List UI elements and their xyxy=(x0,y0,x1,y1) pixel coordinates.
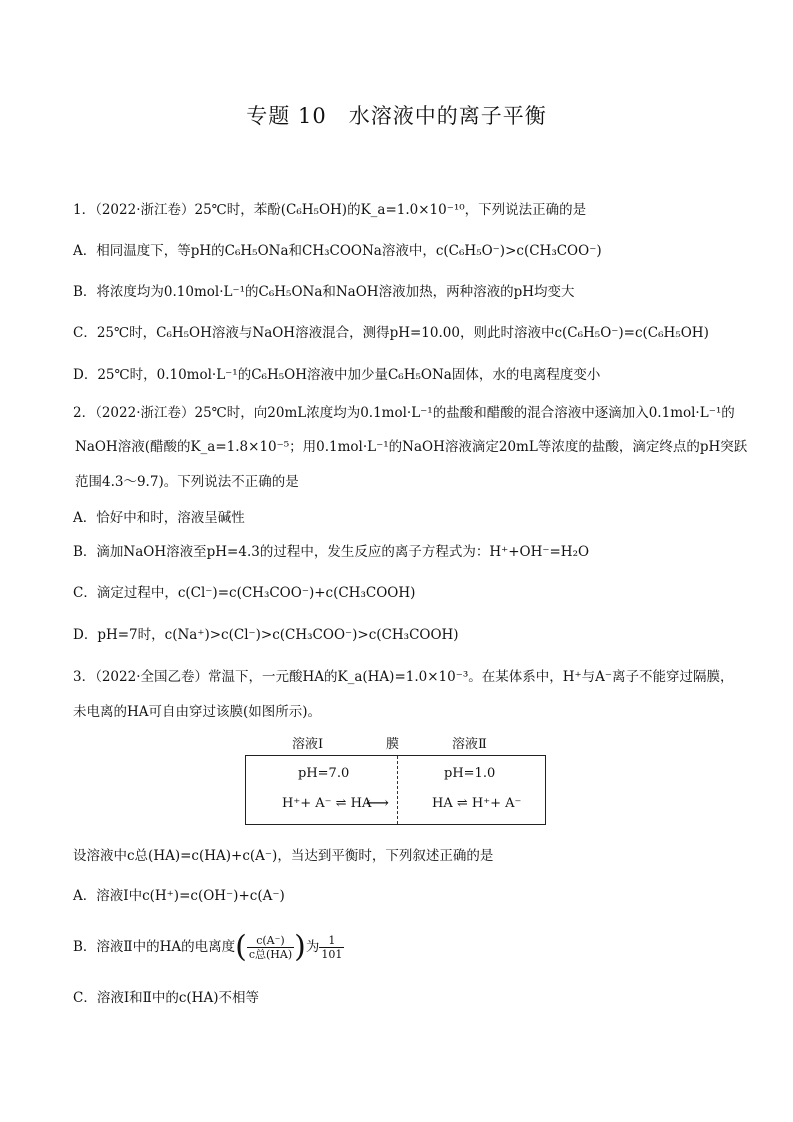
solution-1-ph: pH=7.0 xyxy=(298,766,350,781)
membrane-line xyxy=(397,756,398,824)
q3-option-b: B．溶液Ⅱ中的HA的电离度( $\frac{c(A^-)}{\text{c总(HA)}}$ )为 $\frac{1}{101}$ xyxy=(73,929,343,965)
page-title: 专题 10 水溶液中的离子平衡 xyxy=(246,104,547,128)
solution-1-label: 溶液Ⅰ xyxy=(292,737,324,752)
q1-option-b: B．将浓度均为0.10mol·L⁻¹的C₆H₅ONa和NaOH溶液加热，两种溶液的pH均变大 xyxy=(73,284,575,300)
ionization-degree-value: $\frac{1}{101}$ xyxy=(321,934,343,961)
solution-2-ph: pH=1.0 xyxy=(444,766,496,781)
membrane-label: 膜 xyxy=(386,737,400,752)
solution-2-label: 溶液Ⅱ xyxy=(452,737,487,752)
solution-2-equilibrium: HA ⇌ H⁺+ A⁻ xyxy=(432,796,522,811)
q3-option-c: C．溶液Ⅰ和Ⅱ中的c(HA)不相等 xyxy=(73,990,259,1006)
q3-option-a: A．溶液Ⅰ中c(H⁺)=c(OH⁻)+c(A⁻) xyxy=(73,888,285,904)
q3-stem-line2: 未电离的HA可自由穿过该膜(如图所示)。 xyxy=(73,704,322,720)
q2-option-a: A．恰好中和时，溶液呈碱性 xyxy=(73,510,245,526)
q3-option-b-mid: 为 xyxy=(305,939,320,955)
q1-option-a: A．相同温度下，等pH的C₆H₅ONa和CH₃COONa溶液中，c(C₆H₅O⁻)>c(CH₃COO⁻) xyxy=(73,243,602,259)
q2-option-b: B．滴加NaOH溶液至pH=4.3的过程中，发生反应的离子方程式为：H⁺+OH⁻=H₂O xyxy=(73,544,590,560)
q3-setup: 设溶液中c总(HA)=c(HA)+c(A⁻)，当达到平衡时，下列叙述正确的是 xyxy=(73,848,494,864)
q1-option-c: C．25℃时，C₆H₅OH溶液与NaOH溶液混合，测得pH=10.00，则此时溶液中c(C₆H₅O⁻)=c(C₆H₅OH) xyxy=(73,325,709,341)
q2-stem-line3: 范围4.3～9.7)。下列说法不正确的是 xyxy=(75,474,299,490)
solution-1-equilibrium: H⁺+ A⁻ ⇌ HA xyxy=(282,796,372,811)
q1-stem: 1．（2022·浙江卷）25℃时，苯酚(C₆H₅OH)的K_a=1.0×10⁻¹⁰，下列说法正确的是 xyxy=(73,202,587,218)
ha-transfer-arrow: ⟷ xyxy=(366,793,389,812)
q1-option-d: D．25℃时，0.10mol·L⁻¹的C₆H₅OH溶液中加少量C₆H₅ONa固体，水的电离程度变小 xyxy=(73,367,601,383)
q3-option-b-prefix: B．溶液Ⅱ中的HA的电离度 xyxy=(73,939,236,955)
membrane-diagram xyxy=(245,755,546,825)
q3-stem-line1: 3．（2022·全国乙卷）常温下，一元酸HA的K_a(HA)=1.0×10⁻³。在某体系中，H⁺与A⁻离子不能穿过隔膜， xyxy=(73,669,734,685)
q2-stem-line1: 2．（2022·浙江卷）25℃时，向20mL浓度均为0.1mol·L⁻¹的盐酸和醋酸的混合溶液中逐滴加入0.1mol·L⁻¹的 xyxy=(73,405,735,421)
q2-option-c: C．滴定过程中，c(Cl⁻)=c(CH₃COO⁻)+c(CH₃COOH) xyxy=(73,585,416,601)
ionization-degree-fraction: $\frac{c(A^-)}{\text{c总(HA)}}$ xyxy=(248,934,293,961)
q2-option-d: D．pH=7时，c(Na⁺)>c(Cl⁻)>c(CH₃COO⁻)>c(CH₃COOH) xyxy=(73,627,459,643)
q2-stem-line2: NaOH溶液(醋酸的K_a=1.8×10⁻⁵；用0.1mol·L⁻¹的NaOH溶液滴定20mL等浓度的盐酸，滴定终点的pH突跃 xyxy=(75,439,748,455)
